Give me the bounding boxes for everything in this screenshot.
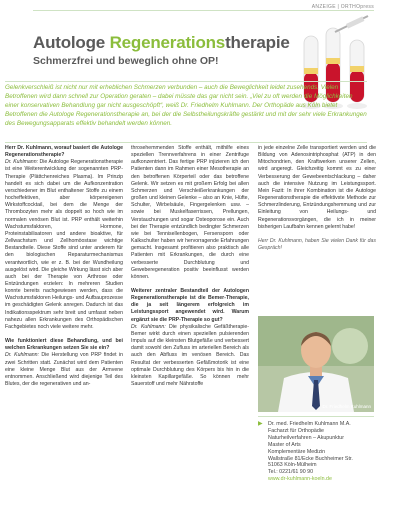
contact-line: Facharzt für Orthopädie <box>268 427 324 434</box>
website-link[interactable]: www.dr-kuhlmann-koeln.de <box>268 476 332 483</box>
column-1 <box>5 145 123 388</box>
column-2-paragraph: throsehemmenden Stoffe enthält, mithilfe eines speziellen Trennverfahrens in einer Zentrifuge aufkonzentriert. Das fertige PRP injizieren ich den Patienten dann im Rahmen einer Mesotherapie an den betroffenen Körperteil oder das betroffene Gelenk. Wir setzen es mit großem Erfolg bei allen Schmerzen und Verschleißerkrankungen der großen und kleinen Gelenke – also an Knie, Hüfte, Schulter, Wirbelsäule, Fingergelenken usw. – sowie bei Muskelfaserrissen, Prellungen, Verstauchungen und sogar Osteoporose ein. Auch bei der Therapie entzündlich bedingter Schmerzen wie bei Tennisellenbogen, Fersensporn oder Kalkschulter haben wir hervorragende Erfahrungen gemacht. Insgesamt profitieren also praktisch alle Patienten mit Erkrankungen, die durch eine verbesserte Durchblutung und Geweberegeneration positiv beeinflusst werden können. <box>131 145 249 280</box>
title-accent: Regenerations <box>109 33 226 52</box>
column-3-paragraph: in jede einzelne Zelle transportiert werden und die Bildung von Adenosintriphosphat (ATP) in den Mitochondrien, den Kraftwerken unserer Zellen, wird angeregt. Gleichzeitig kommt es zu einer Verbesserung der Gewebeentschlackung – daher auch die intensive Nutzung im Leistungssport. Mein Fazit: In ihrer Kombination ist die Autologe Regenerationstherapie die effektivste Methode zur Schmerzlinderung, Entzündungshemmung und zur Einleitung von Heilungs- und Regenerationsvorgängen, die ich in meiner bisherigen Laufbahn kennen gelernt habe! <box>258 145 376 230</box>
contact-line: Master of Arts <box>268 441 301 448</box>
page-kicker: ANZEIGE | ORTHOpress <box>309 4 374 10</box>
question-3: Weiterer zentraler Bestandteil der Autologen Regenerationstherapie ist die Bemer-Therapie, die ja seit längerem erfolgreich im Leistungssport angewendet wird. Warum ergänzt sie die PRP-Therapie so gut? <box>131 287 249 323</box>
photo-caption: Dr. Friedhelm Kuhlmann <box>322 404 371 409</box>
article-title <box>33 33 290 53</box>
intro-text: Gelenkverschleiß ist nicht nur mit erheblichen Schmerzen verbunden – auch die Beweglichkeit leidet zusehends. Vielen Betroffenen wird dann schnell zur Operation geraten – dabei müsste das gar nicht sein. „Viel zu oft werden die Möglichkeiten einer konservativen Behandlung gar nicht ausgeschöpft“, weiß Dr. Friedhelm Kuhlmann. Der Orthopäde aus Köln bietet Betroffenen die Autologe Regenerationstherapie an, bei der die Selbstheilungskräfte gestärkt und mit der sehr viele Erkrankungen des Bewegungsapparats effektiv behandelt werden können. <box>5 84 367 127</box>
contact-line: Wallstraße 81/Ecke Buchheimer Str. <box>268 455 353 462</box>
doctor-portrait-image <box>258 316 374 412</box>
contact-line: Tel.: 0221/61 90 90 <box>268 469 314 476</box>
closing-thanks: Herr Dr. Kuhlmann, haben Sie vielen Dank für das Gespräch! <box>258 237 376 252</box>
contact-line: Komplementäre Medizin <box>268 448 326 455</box>
question-2: Wie funktioniert diese Behandlung, und bei welchen Erkrankungen setzen Sie sie ein? <box>5 338 123 352</box>
intro-box <box>5 81 367 143</box>
contact-block <box>258 421 374 483</box>
title-lead: Autologe <box>33 33 110 52</box>
article-subtitle: Schmerzfrei und beweglich ohne OP! <box>33 55 219 67</box>
contact-rule <box>258 416 374 417</box>
doctor-photo <box>258 316 374 412</box>
answer-1-speaker: Dr. Kuhlmann: <box>5 159 39 166</box>
title-tail: therapie <box>225 33 290 52</box>
answer-2-text: Die Herstellung von PRP findet in zwei Schritten statt. Zunächst wird dem Patienten eine kleine Menge Blut aus der Armvene entnommen. Anschließend wird diejenige Teil des Blutes, der die regenerativen und an- <box>5 352 123 387</box>
contact-line: Naturheilverfahren – Akupunktur <box>268 434 344 441</box>
header-rule <box>33 10 374 11</box>
question-1: Herr Dr. Kuhlmann, worauf basiert die Autologe Regenerationstherapie? <box>5 145 123 159</box>
arrow-icon: ▶ <box>258 421 263 427</box>
contact-line: 51063 Köln-Mülheim <box>268 462 317 469</box>
column-3 <box>258 145 376 252</box>
column-2 <box>131 145 249 388</box>
contact-line: Dr. med. Friedhelm Kuhlmann M.A. <box>268 421 351 427</box>
answer-1-text: Die Autologe Regenerationstherapie ist eine Weiterentwicklung der sogenannten PRP-Therapie (Plättchenreiches Plasma). Im Prinzip handelt es sich dabei um die Aufkonzentration verschiedener im Blut enthaltener Stoffe zu einem hocheffektiven, aber körpereigenen Wirkstoffcocktail, bei dem die Menge der Thrombozyten mehr als doppelt so hoch wie im normalen venösen Blut ist. PRP enthält weiterhin Wachstumsfaktoren, Hormone, Proteinstabilisatoren und andere bioaktive, für Zellwachstum und Zellhomöostase wichtige Bestandteile. Diese Stoffe sind unter anderem für den biologischen Reparaturmechanismus verantwortlich, wie er z. B. bei der Wundheilung ausgelöst wird. Die gleiche Wirkung lässt sich aber auch bei der Therapie von Arthrose oder Entzündungen erzielen: In mehreren Studien konnte bereits nachgewiesen werden, dass die Wachstumsfaktoren Heilungs- und Aufbauprozesse im geschädigten Gelenk anregen. Dadurch ist das Indikationsspektrum sehr breit und umfasst neben nahezu allen Erkrankungen des Orthopädischen Fachgebietes noch viele weitere mehr. <box>5 159 123 330</box>
answer-3-speaker: Dr. Kuhlmann: <box>131 323 166 330</box>
answer-3-text: Die physikalische Gefäßtherapie-Bemer wirkt durch einen speziellen pulsierenden Impuls auf die kleinsten Blutgefäße und verbessert damit sowohl den Zufluss im arteriellen Bereich als auch den Abfluss im venösen Bereich. Das Resultat der verbesserten Gefäßmotorik ist eine optimale Durchblutung des Körpers bis hin in die kleinsten Kapillargefäße. So können mehr Sauerstoff und mehr Nährstoffe <box>131 323 249 387</box>
answer-2-speaker: Dr. Kuhlmann: <box>5 352 39 359</box>
